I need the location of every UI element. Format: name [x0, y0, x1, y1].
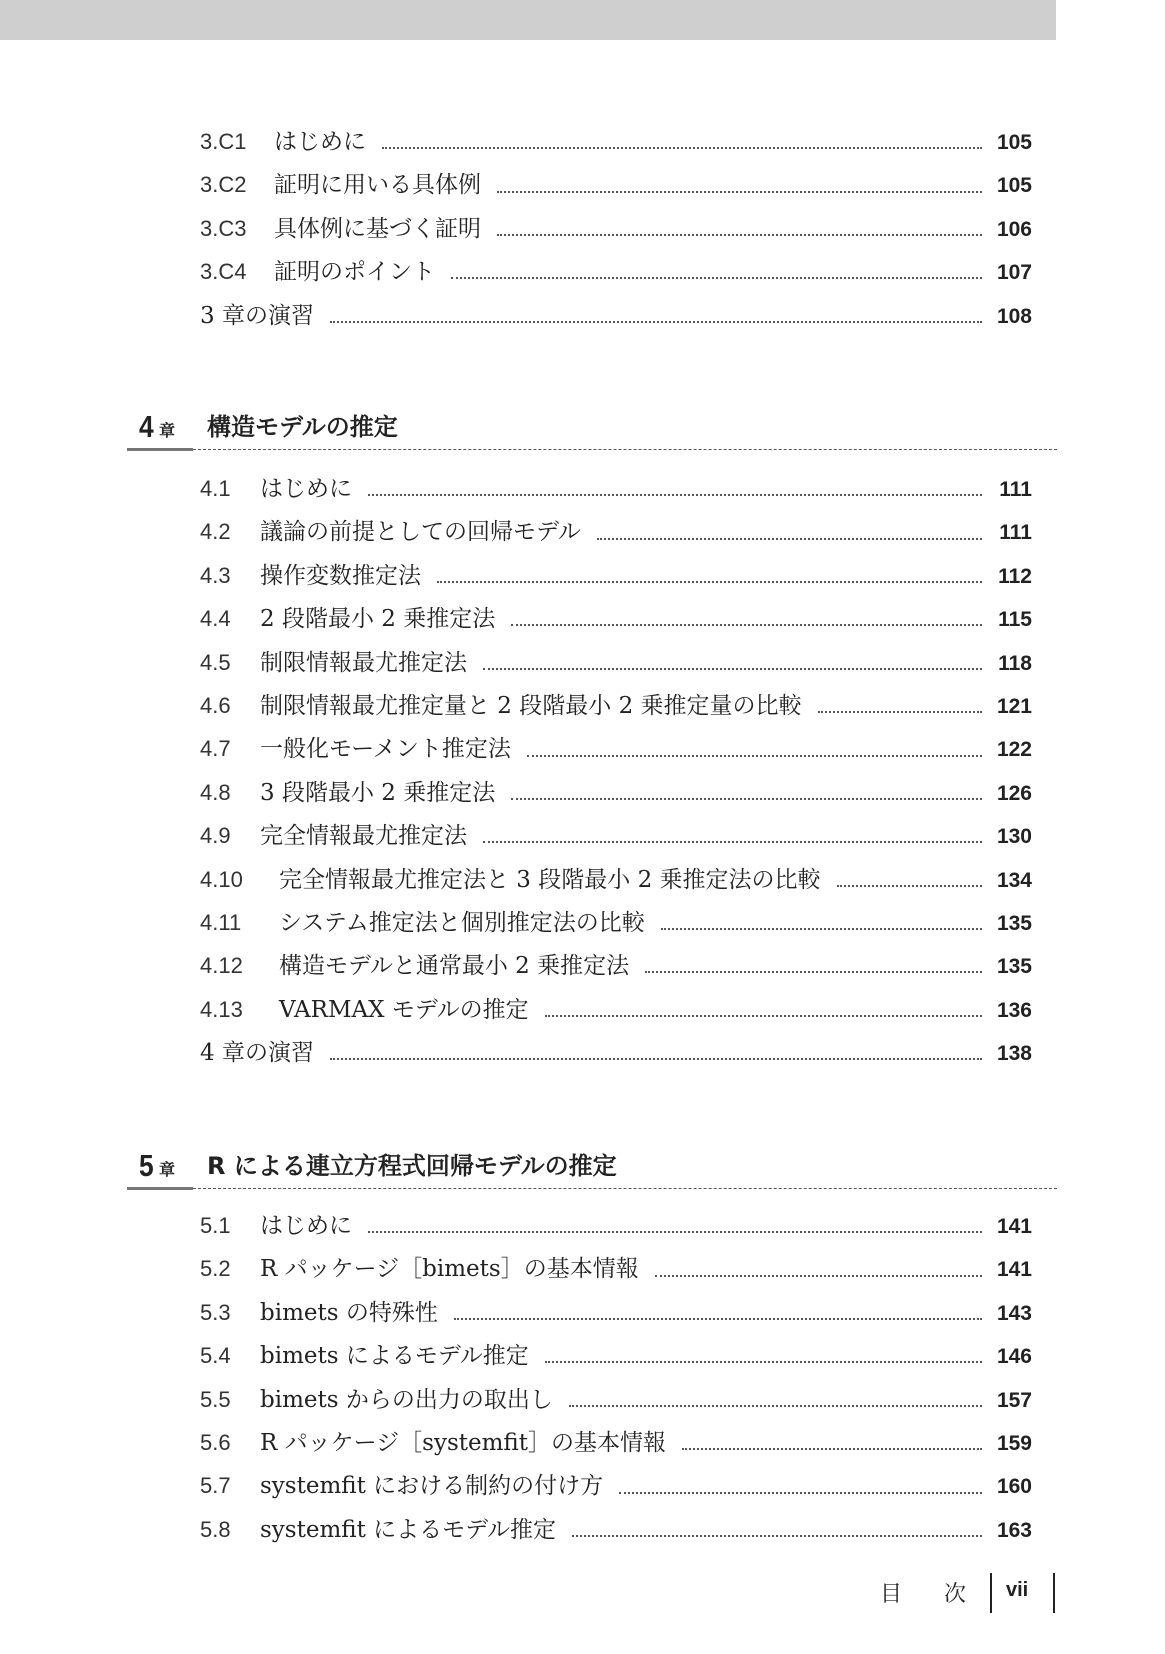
toc-entry[interactable]	[200, 210, 1032, 253]
dot-leader	[511, 797, 982, 800]
dot-leader	[661, 927, 982, 930]
toc-entry-number: 5.3	[200, 1299, 231, 1325]
toc-entry-title: システム推定法と個別推定法の比較	[279, 909, 645, 936]
toc-entry-page: 121	[996, 694, 1032, 718]
toc-entry-page: 141	[996, 1258, 1032, 1282]
toc-entry-number: 4.11	[200, 909, 242, 935]
dot-leader	[497, 190, 982, 193]
dot-leader	[511, 623, 982, 626]
chapter5-suffix: 章	[159, 1160, 176, 1179]
dot-leader	[682, 1447, 982, 1450]
toc-entry-number: 4.9	[200, 823, 231, 849]
chapter4-suffix: 章	[159, 421, 176, 440]
toc-entry[interactable]	[200, 947, 1032, 990]
toc-entry-page: 130	[996, 825, 1032, 849]
toc-entry-number: 5.1	[200, 1213, 231, 1238]
toc-entry[interactable]	[200, 470, 1032, 513]
toc-entry[interactable]	[200, 1381, 1032, 1424]
toc-entry-title: VARMAX モデルの推定	[279, 996, 529, 1023]
toc-entry[interactable]	[200, 1337, 1032, 1380]
chapter5-toc-list	[200, 1207, 1032, 1554]
toc-entry-number: 4.8	[200, 779, 231, 805]
chapter4-number: 4	[139, 409, 154, 444]
toc-entry-title: 2 段階最小 2 乗推定法	[260, 606, 496, 633]
toc-entry[interactable]	[200, 1511, 1032, 1554]
toc-entry[interactable]	[200, 1034, 1032, 1077]
toc-entry[interactable]	[200, 1467, 1032, 1510]
toc-entry-title: R パッケージ［bimets］の基本情報	[260, 1256, 639, 1283]
toc-entry-title: 一般化モーメント推定法	[260, 736, 511, 763]
toc-entry-page: 111	[999, 478, 1032, 501]
toc-entry[interactable]	[200, 600, 1032, 643]
dot-leader	[655, 1274, 982, 1277]
toc-entry-page: 160	[996, 1475, 1032, 1499]
chapter5-title: R による連立方程式回帰モデルの推定	[207, 1152, 617, 1180]
chapter3-toc-list	[200, 123, 1032, 340]
toc-entry-number: 4.6	[200, 692, 231, 718]
dot-leader	[818, 710, 982, 713]
dot-leader	[572, 1534, 982, 1537]
toc-entry[interactable]	[200, 297, 1032, 340]
dot-leader	[451, 276, 982, 279]
toc-entry-page: 112	[998, 564, 1032, 588]
chapter5-rule-solid	[127, 1187, 193, 1190]
toc-entry-number: 3.C2	[200, 172, 247, 198]
toc-entry-page: 108	[996, 304, 1032, 328]
toc-entry-number: 4.5	[200, 649, 231, 675]
chapter4-title: 構造モデルの推定	[207, 413, 398, 441]
toc-entry-title: systemfit における制約の付け方	[260, 1473, 604, 1500]
dot-leader	[527, 754, 982, 757]
chapter4-rule-dashed	[193, 449, 1057, 450]
dot-leader	[569, 1404, 982, 1407]
toc-entry[interactable]	[200, 991, 1032, 1034]
footer-divider	[990, 1573, 992, 1613]
dot-leader	[837, 884, 982, 887]
toc-entry-number: 4.13	[200, 996, 243, 1022]
toc-entry-page: 141	[996, 1215, 1032, 1238]
toc-entry[interactable]	[200, 513, 1032, 556]
toc-entry[interactable]	[200, 730, 1032, 773]
toc-entry-page: 107	[996, 261, 1032, 285]
toc-entry-title: bimets の特殊性	[260, 1299, 438, 1326]
toc-entry-title: 具体例に基づく証明	[274, 215, 481, 242]
dot-leader	[545, 1360, 982, 1363]
toc-entry-page: 138	[996, 1042, 1032, 1066]
toc-entry-number: 4.10	[200, 866, 243, 892]
toc-entry[interactable]	[200, 1250, 1032, 1293]
toc-entry-title: 証明のポイント	[274, 259, 435, 286]
toc-entry-page: 159	[996, 1431, 1032, 1455]
dot-leader	[382, 146, 982, 149]
dot-leader	[368, 493, 982, 496]
toc-entry-page: 105	[996, 131, 1032, 154]
page-footer	[880, 1573, 1060, 1613]
toc-entry[interactable]	[200, 1424, 1032, 1467]
toc-entry-title: bimets からの出力の取出し	[260, 1386, 553, 1413]
toc-entry[interactable]	[200, 253, 1032, 296]
toc-entry-title: 証明に用いる具体例	[274, 172, 481, 199]
toc-entry-title: R パッケージ［systemfit］の基本情報	[260, 1429, 667, 1456]
toc-entry-number: 3.C4	[200, 259, 247, 285]
toc-entry-number: 5.5	[200, 1386, 231, 1412]
toc-entry-number: 5.2	[200, 1256, 231, 1282]
toc-entry-page: 105	[996, 174, 1032, 198]
toc-entry-page: 118	[998, 651, 1032, 675]
top-gray-band	[0, 0, 1056, 40]
toc-entry-title: bimets によるモデル推定	[260, 1343, 529, 1370]
toc-entry-title: 3 段階最小 2 乗推定法	[260, 779, 496, 806]
chapter4-heading	[127, 396, 1057, 446]
toc-entry-title: はじめに	[260, 476, 352, 502]
toc-entry-number: 4.12	[200, 953, 243, 979]
toc-entry[interactable]	[200, 904, 1032, 947]
toc-entry-number: 5.6	[200, 1429, 231, 1455]
toc-entry-page: 135	[996, 955, 1032, 979]
toc-entry-page: 136	[996, 998, 1032, 1022]
toc-entry[interactable]	[200, 557, 1032, 600]
toc-entry-title: 操作変数推定法	[260, 562, 421, 589]
toc-entry[interactable]	[200, 817, 1032, 860]
toc-entry[interactable]	[200, 1294, 1032, 1337]
dot-leader	[368, 1230, 982, 1233]
toc-entry-page: 111	[999, 521, 1032, 545]
toc-entry[interactable]	[200, 123, 1032, 166]
toc-entry-title: 完全情報最尤推定法と 3 段階最小 2 乗推定法の比較	[279, 866, 821, 893]
toc-entry-number: 5.8	[200, 1516, 231, 1542]
toc-entry-page: 126	[996, 781, 1032, 805]
toc-entry-page: 135	[996, 911, 1032, 935]
toc-entry-number: 5.7	[200, 1473, 231, 1499]
dot-leader	[330, 320, 982, 323]
toc-entry-number: 4.7	[200, 736, 231, 762]
footer-label-moku: 目	[880, 1582, 903, 1607]
dot-leader	[619, 1491, 982, 1494]
dot-leader	[497, 233, 982, 236]
dot-leader	[437, 580, 982, 583]
toc-entry-title: 4 章の演習	[200, 1040, 314, 1067]
dot-leader	[597, 537, 982, 540]
chapter4-toc-list	[200, 470, 1032, 1077]
toc-entry-title: systemfit によるモデル推定	[260, 1516, 557, 1543]
toc-entry-number: 4.3	[200, 562, 231, 588]
toc-entry-page: 115	[998, 608, 1032, 632]
toc-entry-title: 制限情報最尤推定法	[260, 649, 467, 676]
toc-entry-title: 完全情報最尤推定法	[260, 823, 467, 850]
toc-entry[interactable]	[200, 644, 1032, 687]
footer-divider-right	[1053, 1573, 1055, 1613]
toc-entry-page: 163	[996, 1518, 1032, 1542]
dot-leader	[454, 1317, 982, 1320]
toc-entry-page: 143	[996, 1301, 1032, 1325]
toc-entry-number: 5.4	[200, 1343, 231, 1369]
toc-entry-title: はじめに	[274, 129, 366, 155]
dot-leader	[330, 1057, 982, 1060]
dot-leader	[645, 970, 982, 973]
toc-entry-number: 3.C3	[200, 215, 247, 241]
toc-entry-number: 3.C1	[200, 129, 247, 154]
toc-entry-title: 制限情報最尤推定量と 2 段階最小 2 乗推定量の比較	[260, 692, 802, 719]
dot-leader	[483, 840, 982, 843]
chapter4-rule-solid	[127, 448, 193, 451]
dot-leader	[483, 667, 982, 670]
toc-entry-page: 122	[996, 738, 1032, 762]
toc-entry-page: 146	[996, 1345, 1032, 1369]
toc-entry-page: 106	[996, 217, 1032, 241]
toc-entry[interactable]	[200, 774, 1032, 817]
footer-page-number: vii	[1006, 1579, 1029, 1601]
toc-entry-title: はじめに	[260, 1213, 352, 1239]
toc-entry-number: 4.4	[200, 606, 231, 632]
chapter5-number: 5	[139, 1148, 154, 1183]
toc-entry-number: 4.2	[200, 519, 231, 545]
toc-entry[interactable]	[200, 166, 1032, 209]
chapter5-rule-dashed	[193, 1188, 1057, 1189]
toc-entry-page: 134	[996, 868, 1032, 892]
toc-entry-title: 構造モデルと通常最小 2 乗推定法	[279, 953, 630, 980]
toc-entry-page: 157	[996, 1388, 1032, 1412]
chapter5-heading	[127, 1135, 1057, 1185]
toc-entry[interactable]	[200, 861, 1032, 904]
toc-entry[interactable]	[200, 687, 1032, 730]
footer-label-ji: 次	[944, 1582, 967, 1607]
toc-entry[interactable]	[200, 1207, 1032, 1250]
toc-entry-title: 3 章の演習	[200, 302, 314, 329]
toc-entry-number: 4.1	[200, 476, 231, 501]
dot-leader	[545, 1014, 982, 1017]
toc-entry-title: 議論の前提としての回帰モデル	[260, 519, 581, 546]
